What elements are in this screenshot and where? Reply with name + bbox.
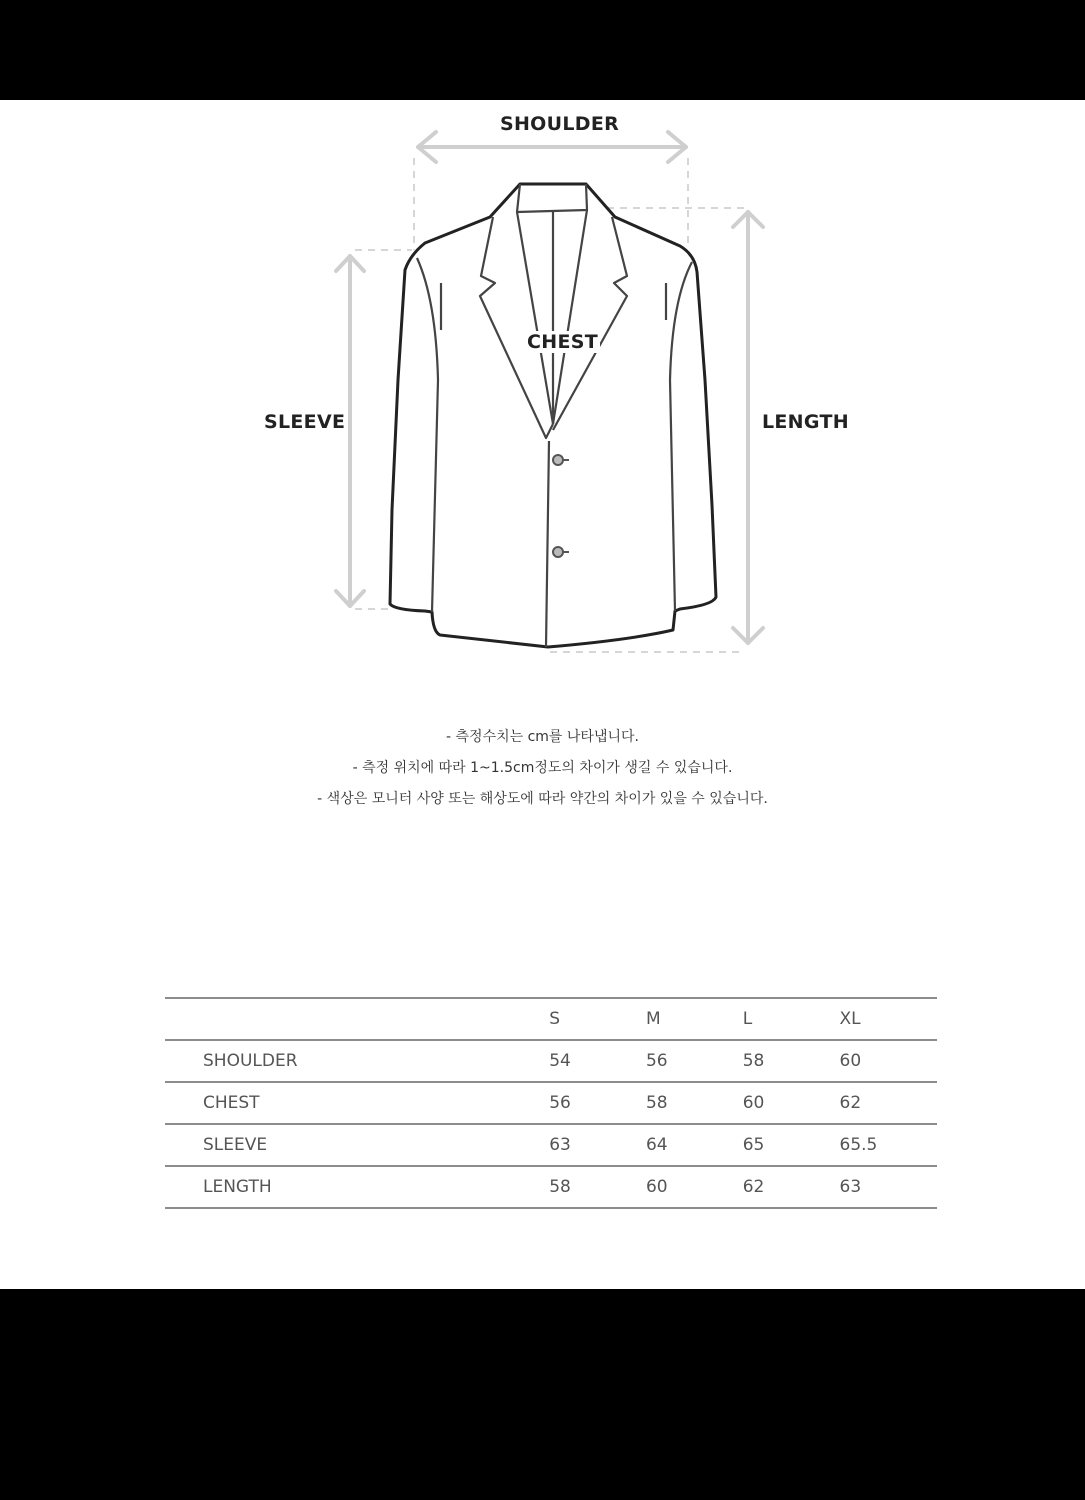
header-cell-m: M [645, 1009, 661, 1029]
cell: 56 [645, 1051, 668, 1071]
cell: 56 [549, 1093, 571, 1113]
note-color: - 색상은 모니터 사양 또는 해상도에 따라 약간의 차이가 있을 수 있습니다. [317, 791, 768, 807]
sleeve-label: SLEEVE [264, 411, 346, 433]
cell: 63 [549, 1135, 571, 1155]
cell: 62 [839, 1093, 862, 1113]
table-header-row [165, 998, 937, 1040]
cell: 60 [839, 1051, 862, 1071]
table-row [165, 1082, 937, 1124]
cell: 58 [742, 1051, 765, 1071]
size-guide-sheet [0, 100, 1085, 1289]
cell: 58 [645, 1093, 668, 1113]
cell: 65.5 [839, 1135, 878, 1155]
row-label-sleeve: SLEEVE [203, 1135, 268, 1155]
row-label-length: LENGTH [203, 1177, 272, 1197]
measurement-notes [0, 722, 1085, 815]
header-cell-xl: XL [839, 1009, 861, 1029]
cell: 62 [742, 1177, 765, 1197]
cell: 63 [839, 1177, 862, 1197]
cell: 54 [549, 1051, 571, 1071]
table-row [165, 1040, 937, 1082]
cell: 60 [645, 1177, 668, 1197]
cell: 64 [645, 1135, 668, 1155]
length-label: LENGTH [762, 411, 849, 433]
header-cell-empty [165, 998, 549, 1040]
chest-label: CHEST [527, 331, 598, 353]
header-cell-l: L [742, 1009, 753, 1029]
cell: 65 [742, 1135, 765, 1155]
table-row [165, 1166, 937, 1208]
note-tolerance: - 측정 위치에 따라 1~1.5cm정도의 차이가 생길 수 있습니다. [352, 760, 733, 776]
size-table [165, 997, 937, 1209]
header-cell-s: S [549, 1009, 560, 1029]
jacket-illustration [0, 100, 1085, 700]
note-unit: - 측정수치는 cm를 나타냅니다. [446, 729, 639, 745]
table-row [165, 1124, 937, 1166]
row-label-chest: CHEST [203, 1093, 260, 1113]
jacket-measurement-diagram [0, 100, 1085, 700]
cell: 58 [549, 1177, 571, 1197]
row-label-shoulder: SHOULDER [203, 1051, 298, 1071]
cell: 60 [742, 1093, 765, 1113]
shoulder-label: SHOULDER [500, 113, 620, 135]
